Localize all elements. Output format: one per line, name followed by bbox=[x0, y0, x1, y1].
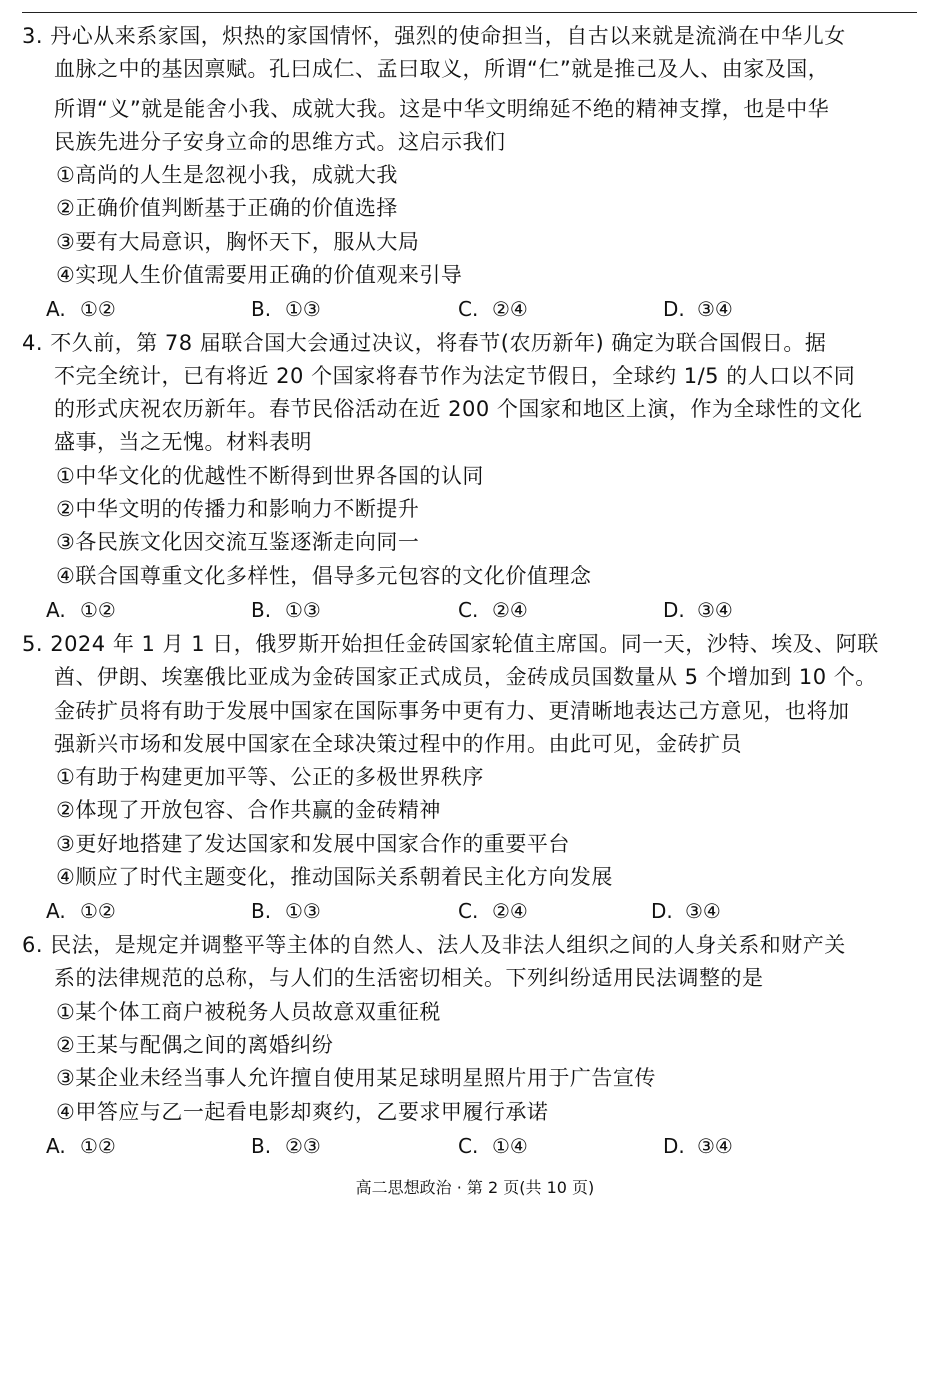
statement-option: ②体现了开放包容、合作共赢的金砖精神 bbox=[56, 798, 441, 822]
answer-choice-c: C. ①④ bbox=[458, 1134, 528, 1158]
statement-option: ④顺应了时代主题变化，推动国际关系朝着民主化方向发展 bbox=[56, 865, 613, 889]
answer-choice-c: C. ②④ bbox=[458, 598, 528, 622]
answer-choice-b: B. ①③ bbox=[251, 297, 321, 321]
statement-option: ①高尚的人生是忽视小我，成就大我 bbox=[56, 163, 398, 187]
statement-option: ③更好地搭建了发达国家和发展中国家合作的重要平台 bbox=[56, 832, 570, 856]
statement-option: ②王某与配偶之间的离婚纠纷 bbox=[56, 1033, 334, 1057]
statement-option: ①中华文化的优越性不断得到世界各国的认同 bbox=[56, 464, 484, 488]
answer-choice-d: D. ③④ bbox=[663, 297, 733, 321]
answer-choice-b: B. ①③ bbox=[251, 899, 321, 923]
question-stem-line: 民族先进分子安身立命的思维方式。这启示我们 bbox=[54, 130, 506, 154]
question-stem-line: 6. 民法，是规定并调整平等主体的自然人、法人及非法人组织之间的人身关系和财产关 bbox=[22, 933, 846, 957]
statement-option: ④实现人生价值需要用正确的价值观来引导 bbox=[56, 263, 463, 287]
statement-option: ①某个体工商户被税务人员故意双重征税 bbox=[56, 1000, 441, 1024]
answer-choice-b: B. ①③ bbox=[251, 598, 321, 622]
top-rule bbox=[22, 12, 917, 13]
question-stem-line: 的形式庆祝农历新年。春节民俗活动在近 200 个国家和地区上演，作为全球性的文化 bbox=[54, 397, 863, 421]
answer-choice-a: A. ①② bbox=[46, 598, 116, 622]
statement-option: ②正确价值判断基于正确的价值选择 bbox=[56, 196, 398, 220]
answer-choice-d: D. ③④ bbox=[663, 1134, 733, 1158]
answer-choice-c: C. ②④ bbox=[458, 297, 528, 321]
statement-option: ②中华文明的传播力和影响力不断提升 bbox=[56, 497, 420, 521]
statement-option: ③某企业未经当事人允许擅自使用某足球明星照片用于广告宣传 bbox=[56, 1066, 656, 1090]
answer-choice-d: D. ③④ bbox=[663, 598, 733, 622]
question-stem-line: 金砖扩员将有助于发展中国家在国际事务中更有力、更清晰地表达己方意见，也将加 bbox=[54, 699, 850, 723]
question-stem-line: 3. 丹心从来系家国，炽热的家国情怀，强烈的使命担当，自古以来就是流淌在中华儿女 bbox=[22, 24, 846, 48]
question-stem-line: 盛事，当之无愧。材料表明 bbox=[54, 430, 312, 454]
question-stem-line: 所谓“义”就是能舍小我、成就大我。这是中华文明绵延不绝的精神支撑，也是中华 bbox=[54, 97, 830, 121]
statement-option: ③要有大局意识，胸怀天下，服从大局 bbox=[56, 230, 420, 254]
statement-option: ④联合国尊重文化多样性，倡导多元包容的文化价值理念 bbox=[56, 564, 592, 588]
question-stem-line: 不完全统计，已有将近 20 个国家将春节作为法定节假日，全球约 1/5 的人口以不同 bbox=[54, 364, 856, 388]
question-stem-line: 5. 2024 年 1 月 1 日，俄罗斯开始担任金砖国家轮值主席国。同一天，沙特、埃及、阿联 bbox=[22, 632, 879, 656]
statement-option: ④甲答应与乙一起看电影却爽约，乙要求甲履行承诺 bbox=[56, 1100, 549, 1124]
statement-option: ③各民族文化因交流互鉴逐渐走向同一 bbox=[56, 530, 420, 554]
answer-choice-a: A. ①② bbox=[46, 1134, 116, 1158]
question-stem-line: 血脉之中的基因禀赋。孔曰成仁、孟曰取义，所谓“仁”就是推己及人、由家及国， bbox=[54, 57, 830, 81]
answer-choice-a: A. ①② bbox=[46, 297, 116, 321]
answer-choice-a: A. ①② bbox=[46, 899, 116, 923]
question-stem-line: 4. 不久前，第 78 届联合国大会通过决议，将春节(农历新年) 确定为联合国假日。据 bbox=[22, 331, 827, 355]
answer-choice-b: B. ②③ bbox=[251, 1134, 321, 1158]
question-stem-line: 系的法律规范的总称，与人们的生活密切相关。下列纠纷适用民法调整的是 bbox=[54, 966, 764, 990]
statement-option: ①有助于构建更加平等、公正的多极世界秩序 bbox=[56, 765, 484, 789]
page-footer: 高二思想政治 · 第 2 页(共 10 页) bbox=[355, 1178, 595, 1197]
answer-choice-c: C. ②④ bbox=[458, 899, 528, 923]
answer-choice-d: D. ③④ bbox=[651, 899, 721, 923]
question-stem-line: 强新兴市场和发展中国家在全球决策过程中的作用。由此可见，金砖扩员 bbox=[54, 732, 742, 756]
question-stem-line: 酋、伊朗、埃塞俄比亚成为金砖国家正式成员，金砖成员国数量从 5 个增加到 10 个。 bbox=[54, 665, 877, 689]
